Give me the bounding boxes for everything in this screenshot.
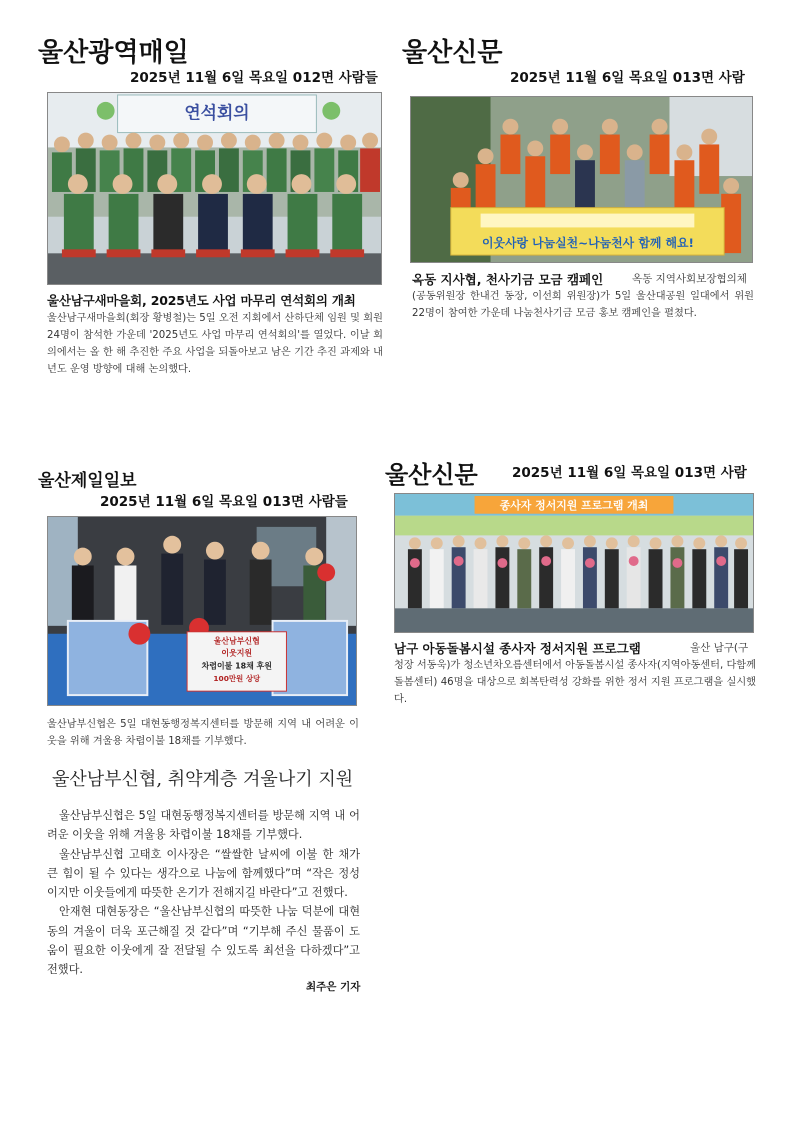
clip3-paragraph: 울산남부신협은 5일 대현동행정복지센터를 방문해 지역 내 어려운 이웃을 위해 겨울용 차렵이불 18채를 기부했다. (47, 809, 360, 842)
clip2-dateline: 2025년 11월 6일 목요일 013면 사람 (510, 70, 745, 86)
clip2-banner-text: 이웃사랑 나눔실천~나눔천사 함께 해요! (481, 236, 694, 251)
clip3-sign-line2: 이웃지원 (221, 648, 253, 658)
clip3-sign-line4: 100만원 상당 (213, 674, 261, 684)
clip1-headline: 울산남구새마을회, 2025년도 사업 마무리 연석회의 개최 (47, 293, 356, 308)
clip4-lead: 울산 남구(구 (690, 642, 749, 654)
clip4-masthead: 울산신문 (385, 461, 478, 489)
clip3-article-title: 울산남부신협, 취약계층 겨울나기 지원 (52, 769, 354, 790)
clip4-dateline: 2025년 11월 6일 목요일 013면 사람 (512, 465, 747, 481)
clip3-article-body (47, 806, 360, 980)
clip3-sign-line1: 울산남부신협 (213, 636, 260, 646)
clip3-sign-line3: 차렵이불 18채 후원 (201, 661, 272, 671)
clip3-paragraph: 안재현 대현동장은 “울산남부신협의 따뜻한 나눔 덕분에 대현동의 겨울이 더욱 포근해질 것 같다”며 “기부해 주신 물품이 도움이 필요한 이웃에게 잘 전달될 수 있도록 최선을 다하겠다”고 전했다. (47, 905, 360, 977)
clip3-dateline: 2025년 11월 6일 목요일 013면 사람들 (100, 494, 348, 510)
clip1-banner-text: 연석회의 (184, 102, 250, 123)
clip4-headline: 남구 아동돌봄시설 종사자 정서지원 프로그램 (394, 641, 641, 656)
clip3-photo (47, 516, 357, 706)
clip3-masthead: 울산제일일보 (38, 471, 137, 491)
clip1-masthead: 울산광역매일 (38, 38, 189, 68)
clip3-paragraph: 울산남부신협 고태호 이사장은 “쌀쌀한 날씨에 이불 한 채가 큰 힘이 될 수 있다는 생각으로 나눔에 함께했다”며 “작은 정성이지만 이웃들에게 따뜻한 온기가 전해지길 바란다”고 전했다. (47, 847, 360, 900)
clip2-body: (공동위원장 한내건 동장, 이선희 위원장)가 5일 울산대공원 일대에서 위원 22명이 참여한 가운데 나눔천사기금 모금 홍보 캠페인을 펼쳤다. (412, 291, 754, 319)
clip3-byline: 최주은 기자 (306, 981, 361, 993)
clip2-masthead: 울산신문 (402, 38, 503, 68)
clip2-headline: 옥동 지사협, 천사기금 모금 캠페인 (412, 272, 604, 287)
clip4-banner-text: 종사자 정서지원 프로그램 개최 (499, 498, 649, 512)
clip2-lead: 옥동 지역사회보장협의체 (632, 273, 747, 285)
clip2-photo (410, 96, 753, 263)
clip4-photo (394, 493, 754, 633)
clip4-body: 청장 서동욱)가 청소년차오름센터에서 아동돌봄시설 종사자(지역아동센터, 다함께돌봄센터) 46명을 대상으로 회복탄력성 강화를 위한 정서 지원 프로그램을 실시했다. (394, 660, 756, 705)
clip3-caption: 울산남부신협은 5일 대현동행정복지센터를 방문해 지역 내 어려운 이웃을 위해 겨울용 차렵이불 18채를 기부했다. (47, 719, 359, 747)
clip1-photo (47, 92, 382, 285)
clip1-dateline: 2025년 11월 6일 목요일 012면 사람들 (130, 70, 378, 86)
clip1-body: 울산남구새마을회(회장 황병철)는 5일 오전 지회에서 산하단체 임원 및 회원 24명이 참석한 가운데 '2025년도 사업 마무리 연석회의'를 열었다. 이날 회의에서는 올 한 해 추진한 주요 사업을 되돌아보고 남은 기간 추진 과제와 내년도 운영 방향에 대해 논의했다. (47, 313, 383, 375)
